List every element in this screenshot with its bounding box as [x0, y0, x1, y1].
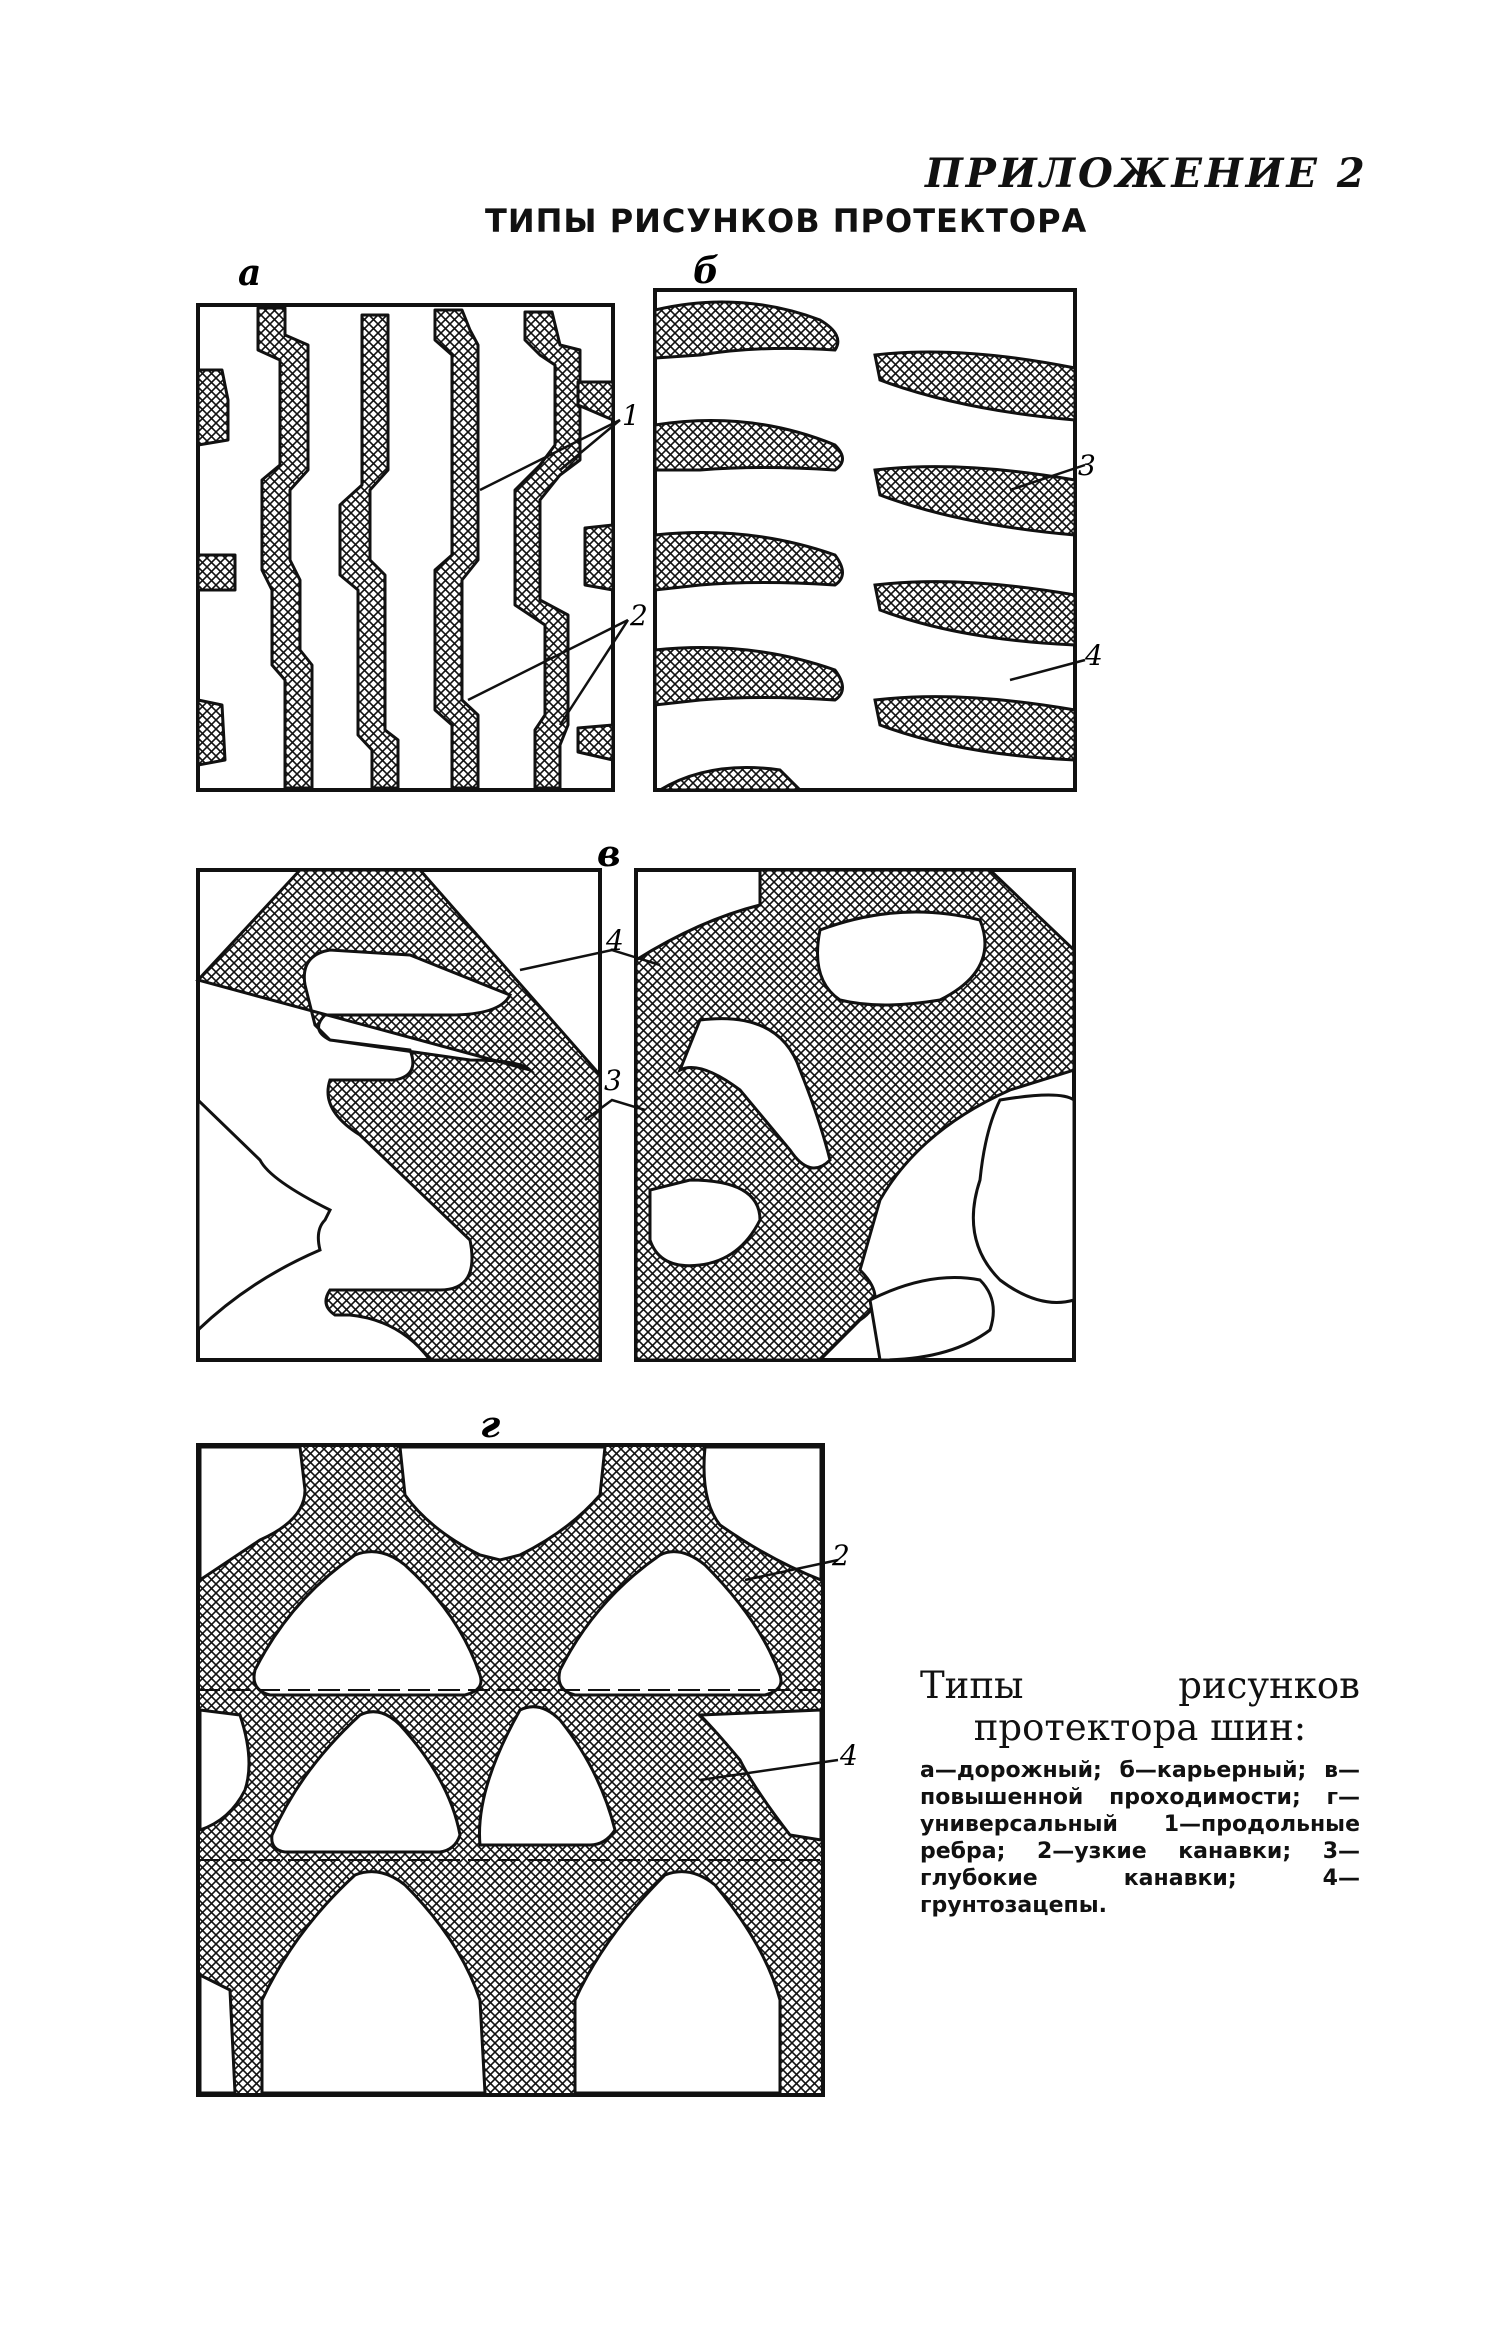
- panel-g-callout-4: 4: [840, 1739, 858, 1772]
- appendix-heading: ПРИЛОЖЕНИЕ 2: [925, 150, 1368, 197]
- caption-title: Типы рисунков протектора шин:: [920, 1664, 1360, 1749]
- figure-caption: [920, 1665, 1360, 1919]
- panel-b-diagram: [655, 290, 1103, 790]
- panel-a-diagram: [198, 305, 648, 790]
- panel-g-callout-2: 2: [832, 1539, 850, 1572]
- panel-b-callout-4: 4: [1085, 639, 1103, 672]
- panel-g-label: г: [480, 1404, 501, 1446]
- panel-b-label: б: [693, 250, 719, 292]
- panel-v-callout-4: 4: [606, 924, 624, 957]
- panel-v-callout-3: 3: [604, 1064, 622, 1097]
- page-title: ТИПЫ РИСУНКОВ ПРОТЕКТОРА: [485, 202, 1088, 240]
- panel-b-callout-3: 3: [1078, 449, 1096, 482]
- panel-a-callout-2: 2: [630, 599, 648, 632]
- caption-body: а—дорожный; б—карьерный; в—повышенной проходимости; г—универсальный 1—продольные ребра; 2—узкие канавки; 3—глубокие канавки; 4—грунтозацепы.: [920, 1758, 1360, 1918]
- panel-g-diagram: [198, 1445, 858, 2095]
- panel-v-diagram: [198, 870, 1074, 1360]
- panel-v-label: в: [597, 833, 621, 875]
- panel-a-label: а: [238, 252, 262, 294]
- panel-a-callout-1: 1: [622, 399, 640, 432]
